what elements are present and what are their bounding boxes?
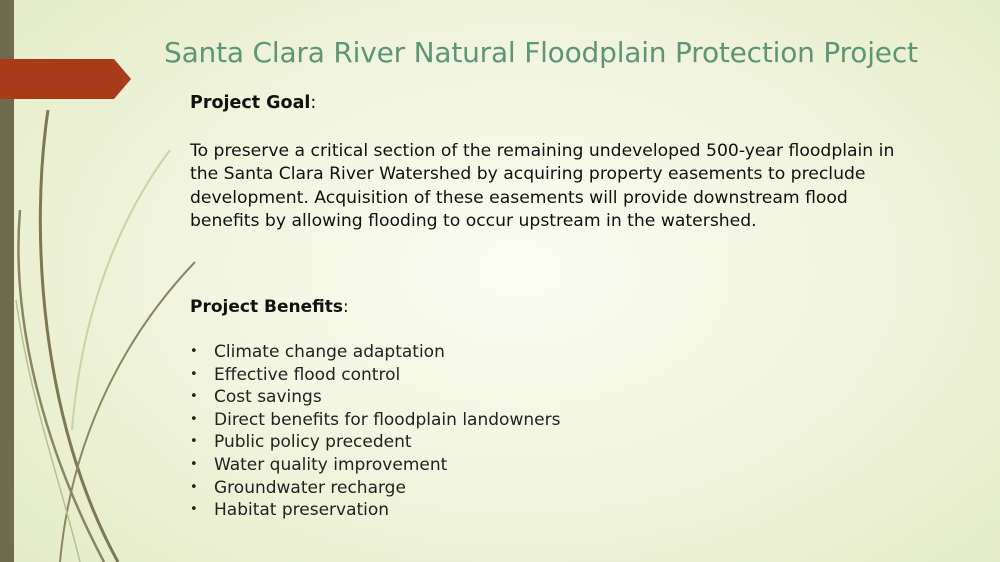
benefit-item-label: Water quality improvement [214,454,448,475]
project-goal-heading-colon: : [310,93,317,113]
benefit-item-label: Effective flood control [214,364,401,385]
title-accent-tab [0,59,131,99]
benefit-item [190,431,560,454]
bullet-icon: • [190,456,198,472]
benefit-item-label: Habitat preservation [214,500,390,521]
slide-title: Santa Clara River Natural Floodplain Protection Project [164,36,918,69]
benefit-item-label: Cost savings [214,387,322,408]
bullet-icon: • [190,389,198,405]
benefit-item [190,409,560,432]
benefit-item [190,386,560,409]
project-benefits-heading [190,297,349,317]
bullet-icon: • [190,344,198,359]
bullet-icon: • [190,366,198,382]
benefit-item [190,454,560,477]
benefit-item-label: Public policy precedent [214,432,412,453]
benefit-item-label: Climate change adaptation [214,342,445,362]
bullet-icon: • [190,479,198,495]
benefit-item [190,477,560,500]
project-benefits-heading-colon: : [342,297,349,317]
project-goal-heading [190,93,316,113]
benefit-item-label: Direct benefits for floodplain landowners [214,409,561,430]
project-goal-text: To preserve a critical section of the remaining undeveloped 500-year floodplain in the Santa Clara River Watershed by acquiring property easements to preclude development. Acquisition of these easements will provide downstream flood benefits by allowing flooding to occur upstream in the watershed. [190,141,895,231]
project-benefits-heading-label: Project Benefits [190,297,343,317]
bullet-icon: • [190,502,198,518]
bullet-icon: • [190,411,198,427]
project-benefits-list [190,341,560,522]
benefit-item-label: Groundwater recharge [214,477,406,498]
benefit-item [190,364,560,387]
benefit-item [190,341,560,364]
project-goal-heading-label: Project Goal [190,93,311,113]
bullet-icon: • [190,434,198,450]
benefit-item [190,499,560,522]
